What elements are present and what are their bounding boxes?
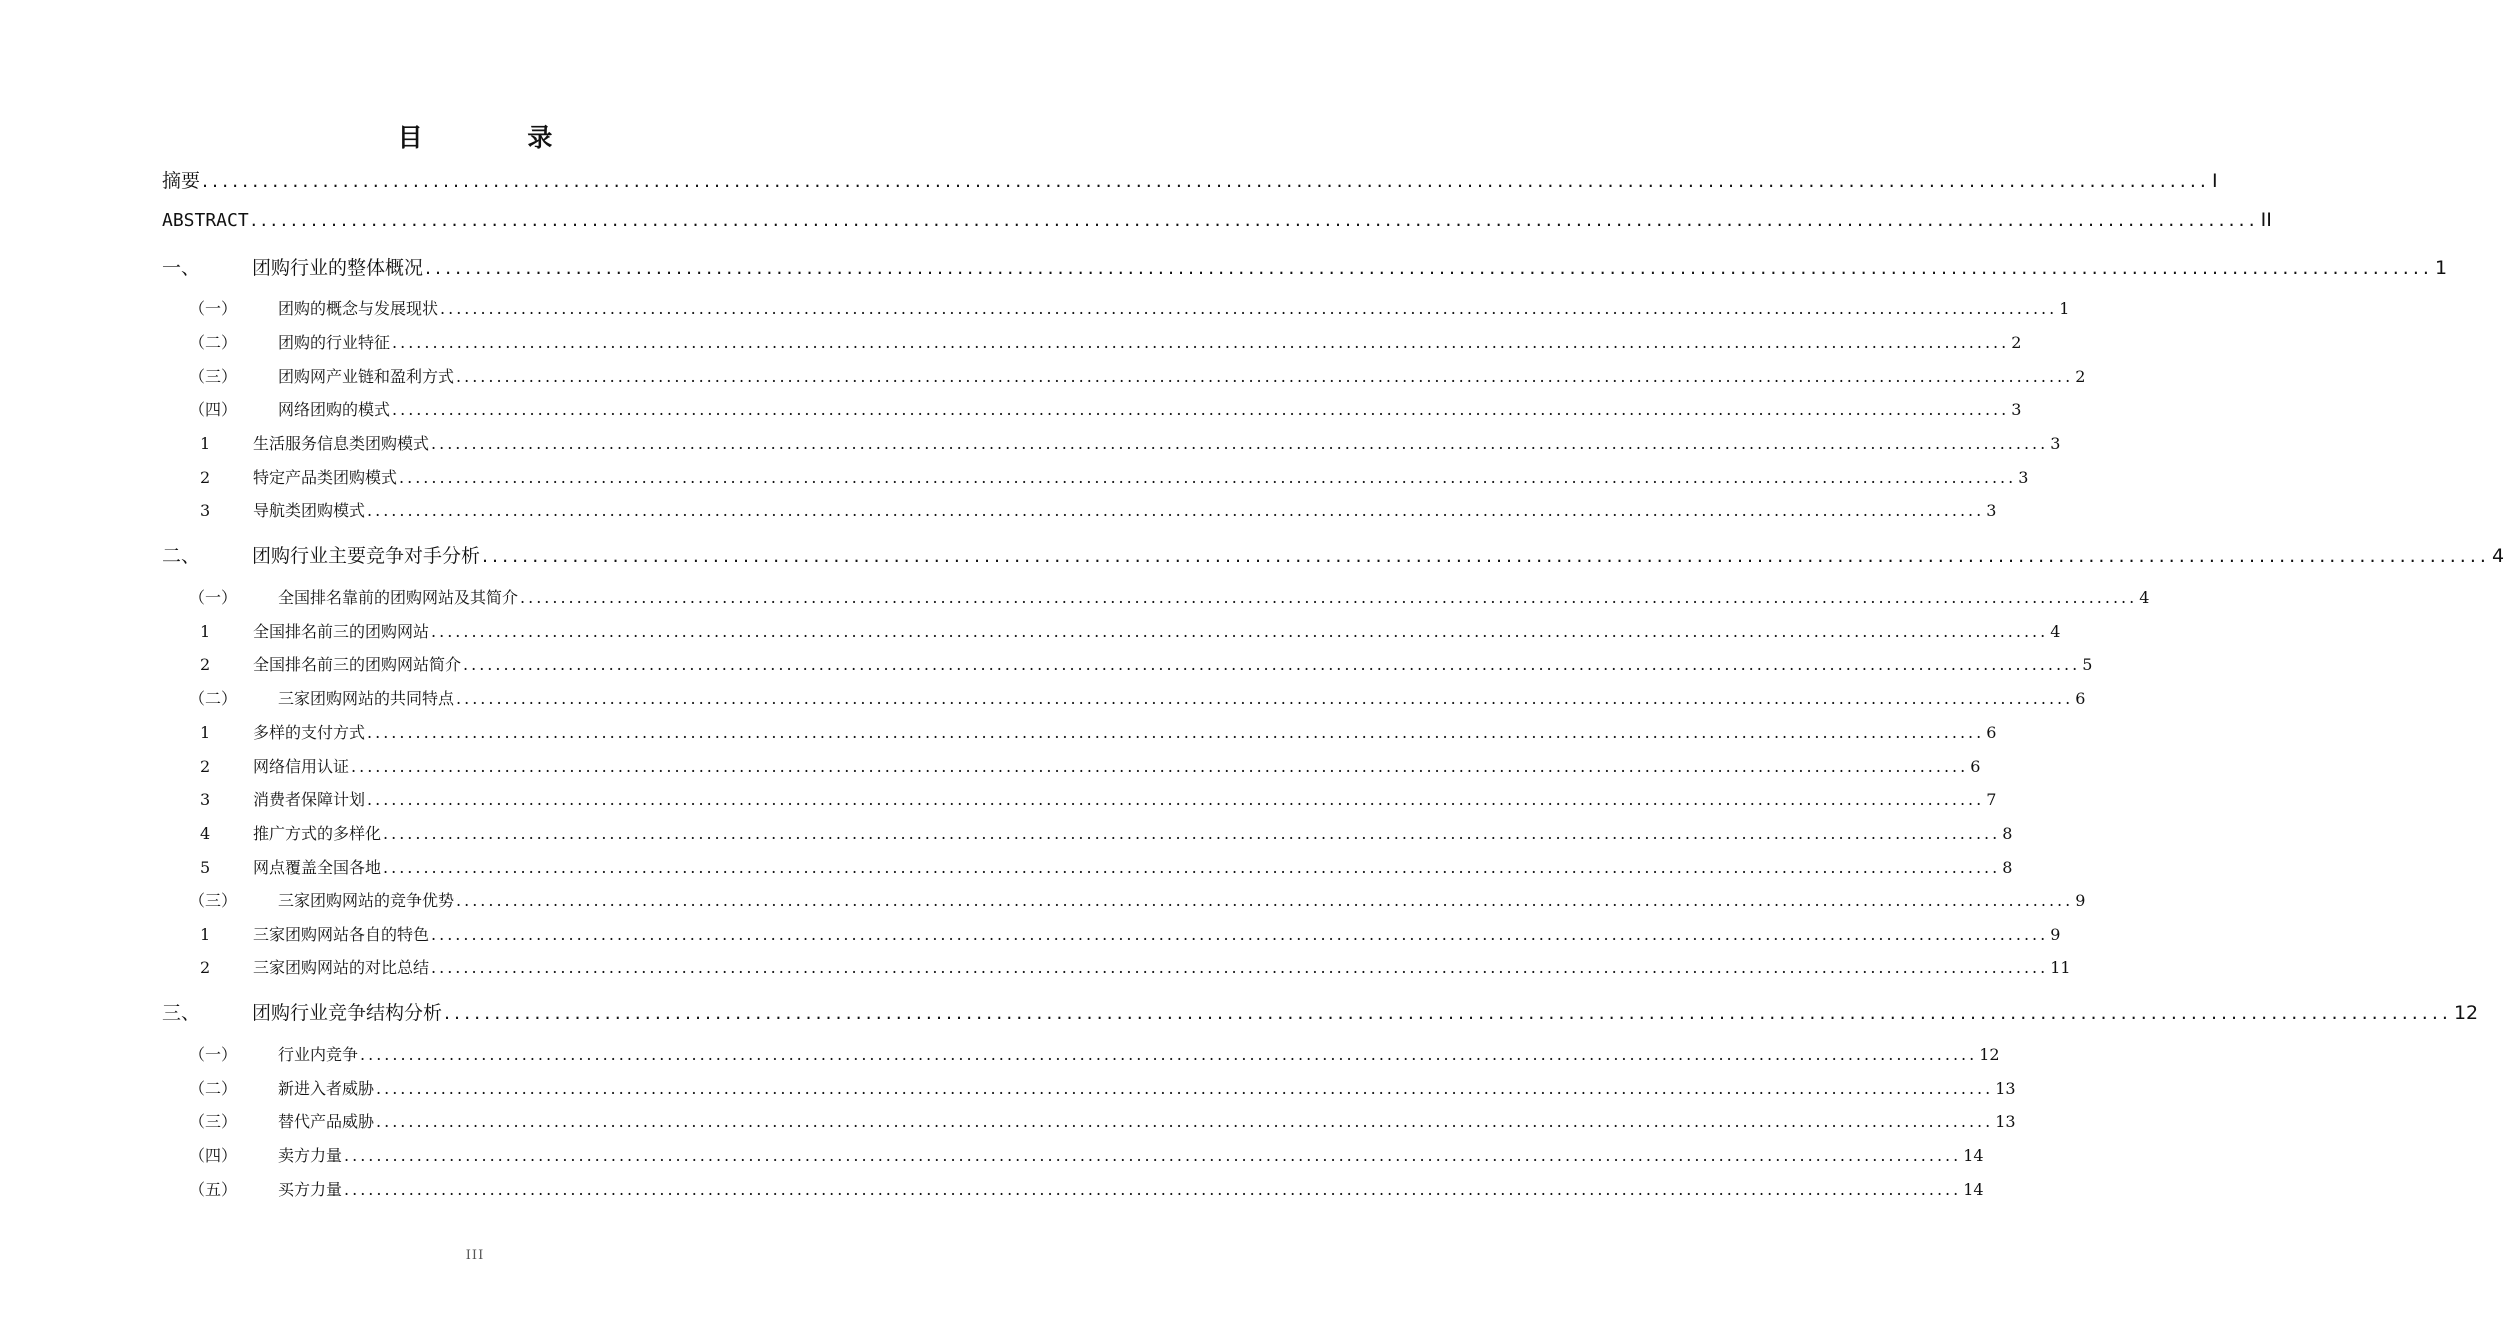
toc-dot-leader: ........................................................................................................................................................................................................	[351, 757, 1969, 776]
toc-entry-label: 网络信用认证	[253, 757, 350, 776]
toc-entry-label: 多样的支付方式	[253, 723, 366, 742]
toc-entry-label: 摘要	[162, 170, 201, 192]
toc-dot-leader: ........................................................................................................................................................................................................	[344, 1180, 1962, 1199]
toc-entry-number: （三）	[189, 1112, 238, 1131]
toc-entry-page-number: 6	[2075, 689, 2086, 708]
toc-dot-leader: ........................................................................................................................................................................................................	[360, 1045, 1978, 1064]
toc-entry[interactable]	[162, 1076, 2016, 1099]
toc-dot-leader: ........................................................................................................................................................................................................	[425, 257, 2433, 279]
toc-dot-leader: ........................................................................................................................................................................................................	[376, 1079, 1994, 1098]
toc-entry[interactable]	[162, 166, 2218, 193]
toc-entry[interactable]	[162, 465, 2029, 488]
toc-entry-number: （五）	[189, 1180, 238, 1199]
toc-dot-leader: ........................................................................................................................................................................................................	[456, 891, 2074, 910]
toc-entry-label: 全国排名前三的团购网站简介	[253, 655, 462, 674]
toc-dot-leader: ........................................................................................................................................................................................................	[440, 299, 2058, 318]
toc-dot-leader: ........................................................................................................................................................................................................	[383, 858, 2001, 877]
toc-entry-page-number: 3	[2050, 434, 2061, 453]
toc-entry-page-number: 6	[1970, 757, 1981, 776]
toc-entry[interactable]	[162, 397, 2022, 420]
toc-dot-leader: ........................................................................................................................................................................................................	[392, 333, 2010, 352]
toc-dot-leader: ........................................................................................................................................................................................................	[431, 434, 2049, 453]
toc-entry-page-number: 7	[1986, 790, 1997, 809]
toc-entry-label: 团购的行业特征	[278, 333, 391, 352]
toc-dot-leader: ........................................................................................................................................................................................................	[367, 723, 1985, 742]
toc-entry-number: 2	[200, 655, 211, 674]
toc-entry-number: 3	[200, 790, 211, 809]
toc-entry[interactable]	[162, 821, 2013, 844]
toc-entry-number: 3	[200, 501, 211, 520]
toc-entry-label: 消费者保障计划	[253, 790, 366, 809]
toc-dot-leader: ........................................................................................................................................................................................................	[250, 209, 2259, 231]
toc-entry-page-number: 4	[2139, 588, 2150, 607]
toc-entry-number: 一、	[162, 257, 201, 279]
toc-entry-page-number: 2	[2075, 367, 2086, 386]
toc-dot-leader: ........................................................................................................................................................................................................	[456, 367, 2074, 386]
toc-entry[interactable]	[162, 330, 2022, 353]
toc-entry-number: 2	[200, 958, 211, 977]
toc-dot-leader: ........................................................................................................................................................................................................	[444, 1002, 2452, 1024]
toc-dot-leader: ........................................................................................................................................................................................................	[399, 468, 2017, 487]
toc-entry-page-number: II	[2260, 209, 2272, 231]
toc-entry-page-number: 5	[2082, 655, 2093, 674]
toc-entry-page-number: 12	[2453, 1002, 2479, 1024]
toc-entry-number: （四）	[189, 400, 238, 419]
toc-entry-page-number: 9	[2050, 925, 2061, 944]
toc-entry-number: （三）	[189, 367, 238, 386]
toc-entry[interactable]	[162, 619, 2061, 642]
toc-entry-label: 团购网产业链和盈利方式	[278, 367, 455, 386]
toc-entry-number: 1	[200, 925, 211, 944]
toc-entry-label: 三家团购网站的竞争优势	[278, 891, 455, 910]
toc-entry-label: 行业内竞争	[278, 1045, 359, 1064]
toc-entry-page-number: 13	[1995, 1079, 2016, 1098]
toc-dot-leader: ........................................................................................................................................................................................................	[431, 958, 2049, 977]
toc-dot-leader: ........................................................................................................................................................................................................	[202, 170, 2210, 192]
toc-entry-page-number: 4	[2050, 622, 2061, 641]
toc-entry[interactable]	[162, 720, 1997, 743]
toc-entry[interactable]	[162, 1143, 1984, 1166]
toc-entry-page-number: 14	[1963, 1180, 1984, 1199]
toc-entry-label: 新进入者威胁	[278, 1079, 375, 1098]
toc-entry-page-number: 1	[2059, 299, 2070, 318]
toc-entry[interactable]	[162, 754, 1981, 777]
toc-entry[interactable]	[162, 922, 2061, 945]
toc-entry-number: 5	[200, 858, 211, 877]
toc-entry-number: 2	[200, 757, 211, 776]
toc-dot-leader: ........................................................................................................................................................................................................	[367, 501, 1985, 520]
toc-entry[interactable]	[162, 998, 2479, 1025]
toc-entry-label: 全国排名前三的团购网站	[253, 622, 430, 641]
toc-entry[interactable]	[162, 955, 2071, 978]
toc-entry-label: 团购行业竞争结构分析	[252, 1002, 443, 1024]
toc-entry-label: 团购行业的整体概况	[252, 257, 424, 279]
toc-entry-number: （四）	[189, 1146, 238, 1165]
toc-entry-label: 生活服务信息类团购模式	[253, 434, 430, 453]
toc-entry[interactable]	[162, 652, 2093, 675]
toc-dot-leader: ........................................................................................................................................................................................................	[482, 545, 2490, 567]
toc-entry-number: 三、	[162, 1002, 201, 1024]
toc-dot-leader: ........................................................................................................................................................................................................	[367, 790, 1985, 809]
toc-entry-number: 1	[200, 434, 211, 453]
toc-entry-page-number: 2	[2011, 333, 2022, 352]
toc-entry-label: 特定产品类团购模式	[253, 468, 398, 487]
toc-entry-label: 替代产品威胁	[278, 1112, 375, 1131]
toc-entry-page-number: 8	[2002, 824, 2013, 843]
toc-entry-number: （二）	[189, 689, 238, 708]
page-title: 目 录	[397, 123, 601, 152]
toc-entry-label: 团购的概念与发展现状	[278, 299, 439, 318]
toc-entry-label: 导航类团购模式	[253, 501, 366, 520]
toc-entry-number: 1	[200, 723, 211, 742]
toc-dot-leader: ........................................................................................................................................................................................................	[456, 689, 2074, 708]
toc-entry[interactable]	[162, 686, 2086, 709]
toc-entry[interactable]	[162, 888, 2086, 911]
toc-entry[interactable]	[162, 541, 2504, 568]
toc-entry-page-number: 13	[1995, 1112, 2016, 1131]
toc-entry[interactable]	[162, 855, 2013, 878]
toc-entry[interactable]	[162, 1042, 2000, 1065]
toc-entry-label: ABSTRACT	[162, 210, 249, 231]
toc-entry-number: （三）	[189, 891, 238, 910]
toc-entry-page-number: 1	[2434, 257, 2448, 279]
toc-entry-label: 三家团购网站的共同特点	[278, 689, 455, 708]
toc-entry-label: 网络团购的模式	[278, 400, 391, 419]
toc-entry[interactable]	[162, 1177, 1984, 1200]
toc-entry-number: （一）	[189, 1045, 238, 1064]
toc-entry-page-number: 12	[1979, 1045, 2000, 1064]
toc-entry[interactable]	[162, 209, 2272, 231]
toc-entry-page-number: 4	[2491, 545, 2504, 567]
toc-dot-leader: ........................................................................................................................................................................................................	[431, 622, 2049, 641]
toc-entry-label: 三家团购网站各自的特色	[253, 925, 430, 944]
toc-entry-label: 三家团购网站的对比总结	[253, 958, 430, 977]
toc-dot-leader: ........................................................................................................................................................................................................	[383, 824, 2001, 843]
toc-entry-page-number: 3	[1986, 501, 1997, 520]
toc-dot-leader: ........................................................................................................................................................................................................	[392, 400, 2010, 419]
toc-dot-leader: ........................................................................................................................................................................................................	[463, 655, 2081, 674]
toc-entry-number: （二）	[189, 333, 238, 352]
toc-entry[interactable]	[162, 498, 1997, 521]
toc-entry-number: 二、	[162, 545, 201, 567]
toc-entry-number: 1	[200, 622, 211, 641]
toc-entry-label: 买方力量	[278, 1180, 343, 1199]
toc-entry-page-number: 9	[2075, 891, 2086, 910]
toc-dot-leader: ........................................................................................................................................................................................................	[431, 925, 2049, 944]
toc-entry-page-number: 3	[2011, 400, 2022, 419]
toc-entry[interactable]	[162, 253, 2448, 280]
toc-entry-page-number: 8	[2002, 858, 2013, 877]
toc-entry[interactable]	[162, 787, 1997, 810]
toc-entry-number: （二）	[189, 1079, 238, 1098]
toc-dot-leader: ........................................................................................................................................................................................................	[376, 1112, 1994, 1131]
toc-entry-label: 团购行业主要竞争对手分析	[252, 545, 481, 567]
toc-entry-page-number: 6	[1986, 723, 1997, 742]
toc-entry[interactable]	[162, 1109, 2016, 1132]
toc-dot-leader: ........................................................................................................................................................................................................	[520, 588, 2138, 607]
toc-entry-label: 全国排名靠前的团购网站及其简介	[278, 588, 519, 607]
toc-entry-number: 2	[200, 468, 211, 487]
toc-entry-number: 4	[200, 824, 211, 843]
toc-entry-number: （一）	[189, 588, 238, 607]
toc-entry[interactable]	[162, 585, 2150, 608]
toc-entry-number: （一）	[189, 299, 238, 318]
toc-entry-label: 推广方式的多样化	[253, 824, 382, 843]
toc-entry-label: 卖方力量	[278, 1146, 343, 1165]
toc-entry-label: 网点覆盖全国各地	[253, 858, 382, 877]
toc-entry[interactable]	[162, 296, 2070, 319]
toc-entry-page-number: 11	[2050, 958, 2071, 977]
toc-entry-page-number: 14	[1963, 1146, 1984, 1165]
toc-entry-page-number: I	[2211, 170, 2218, 192]
page-number-footer: III	[465, 1248, 485, 1263]
toc-entry[interactable]	[162, 364, 2086, 387]
toc-dot-leader: ........................................................................................................................................................................................................	[344, 1146, 1962, 1165]
toc-entry-page-number: 3	[2018, 468, 2029, 487]
toc-entry[interactable]	[162, 431, 2061, 454]
